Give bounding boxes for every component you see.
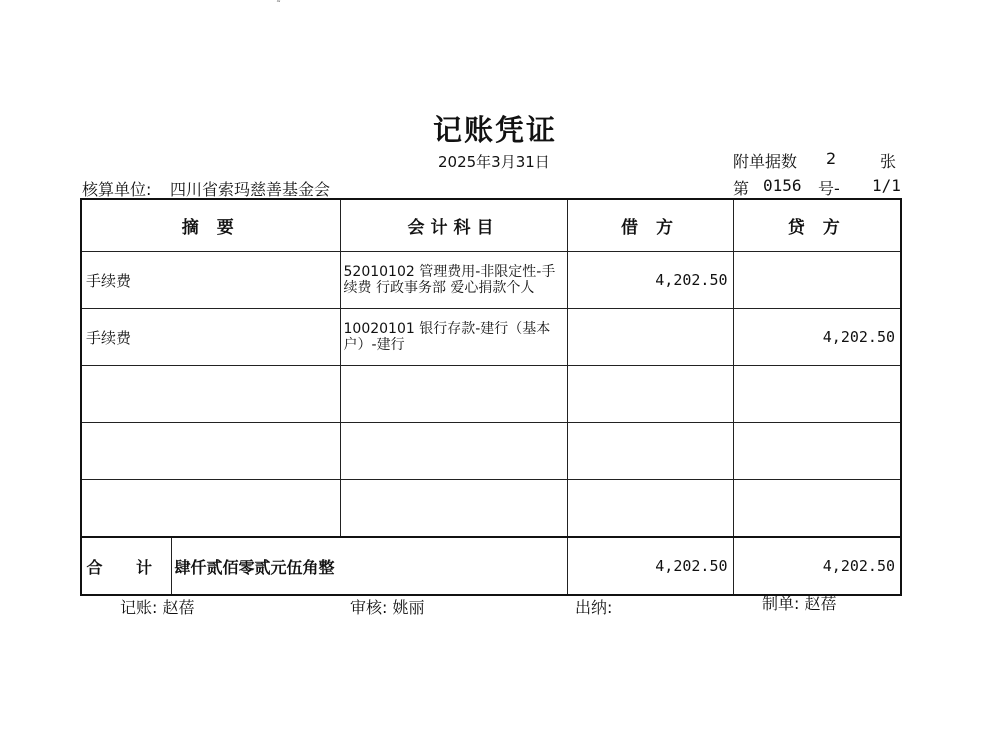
cashier-signature: 出纳: [575, 598, 613, 617]
row-credit: 4,202.50 [733, 309, 901, 366]
attachment-unit: 张 [880, 152, 897, 171]
table-row [81, 480, 901, 538]
row-debit [567, 366, 733, 423]
row-summary [81, 366, 340, 423]
total-label: 合 计 [81, 537, 171, 595]
row-credit [733, 366, 901, 423]
voucher-date: 2025年3月31日 [438, 153, 550, 171]
table-row [81, 309, 901, 366]
attachment-label: 附单据数 [733, 152, 798, 171]
voucher-number-prefix: 第 [733, 179, 750, 198]
table-row [81, 252, 901, 309]
table-row [81, 423, 901, 480]
total-debit: 4,202.50 [567, 537, 733, 595]
row-account [340, 480, 567, 538]
column-header-account: 会计科目 [340, 199, 567, 252]
total-in-words: 肆仟贰佰零贰元伍角整 [171, 537, 567, 595]
row-account: 10020101 银行存款-建行（基本户）-建行 [340, 309, 567, 366]
preparer-signature: 制单: 赵蓓 [762, 594, 837, 613]
row-credit [733, 252, 901, 309]
row-debit [567, 309, 733, 366]
row-summary [81, 423, 340, 480]
bookkeeper-signature: 记账: 赵蓓 [120, 598, 195, 617]
total-credit: 4,202.50 [733, 537, 901, 595]
table-row [81, 366, 901, 423]
voucher-title: 记账凭证 [432, 113, 557, 147]
accounting-unit-label: 核算单位: [82, 180, 152, 199]
total-row [81, 537, 901, 595]
voucher-page: 1/1 [872, 176, 901, 195]
column-header-credit: 贷 方 [733, 199, 901, 252]
row-account [340, 423, 567, 480]
column-header-summary: 摘 要 [81, 199, 340, 252]
row-debit [567, 423, 733, 480]
row-summary [81, 480, 340, 538]
row-debit: 4,202.50 [567, 252, 733, 309]
table-header-row [81, 199, 901, 252]
scan-artifact-mark: ˜ [276, 0, 281, 11]
row-credit [733, 480, 901, 538]
voucher-table [80, 198, 902, 596]
voucher-number: 0156 [763, 176, 802, 195]
row-summary: 手续费 [81, 252, 340, 309]
voucher-number-suffix: 号- [818, 179, 840, 198]
attachment-count: 2 [826, 149, 837, 168]
column-header-debit: 借 方 [567, 199, 733, 252]
row-account: 52010102 管理费用-非限定性-手续费 行政事务部 爱心捐款个人 [340, 252, 567, 309]
row-account [340, 366, 567, 423]
row-summary: 手续费 [81, 309, 340, 366]
row-credit [733, 423, 901, 480]
reviewer-signature: 审核: 姚丽 [350, 598, 425, 617]
row-debit [567, 480, 733, 538]
accounting-unit-name: 四川省索玛慈善基金会 [170, 180, 331, 199]
